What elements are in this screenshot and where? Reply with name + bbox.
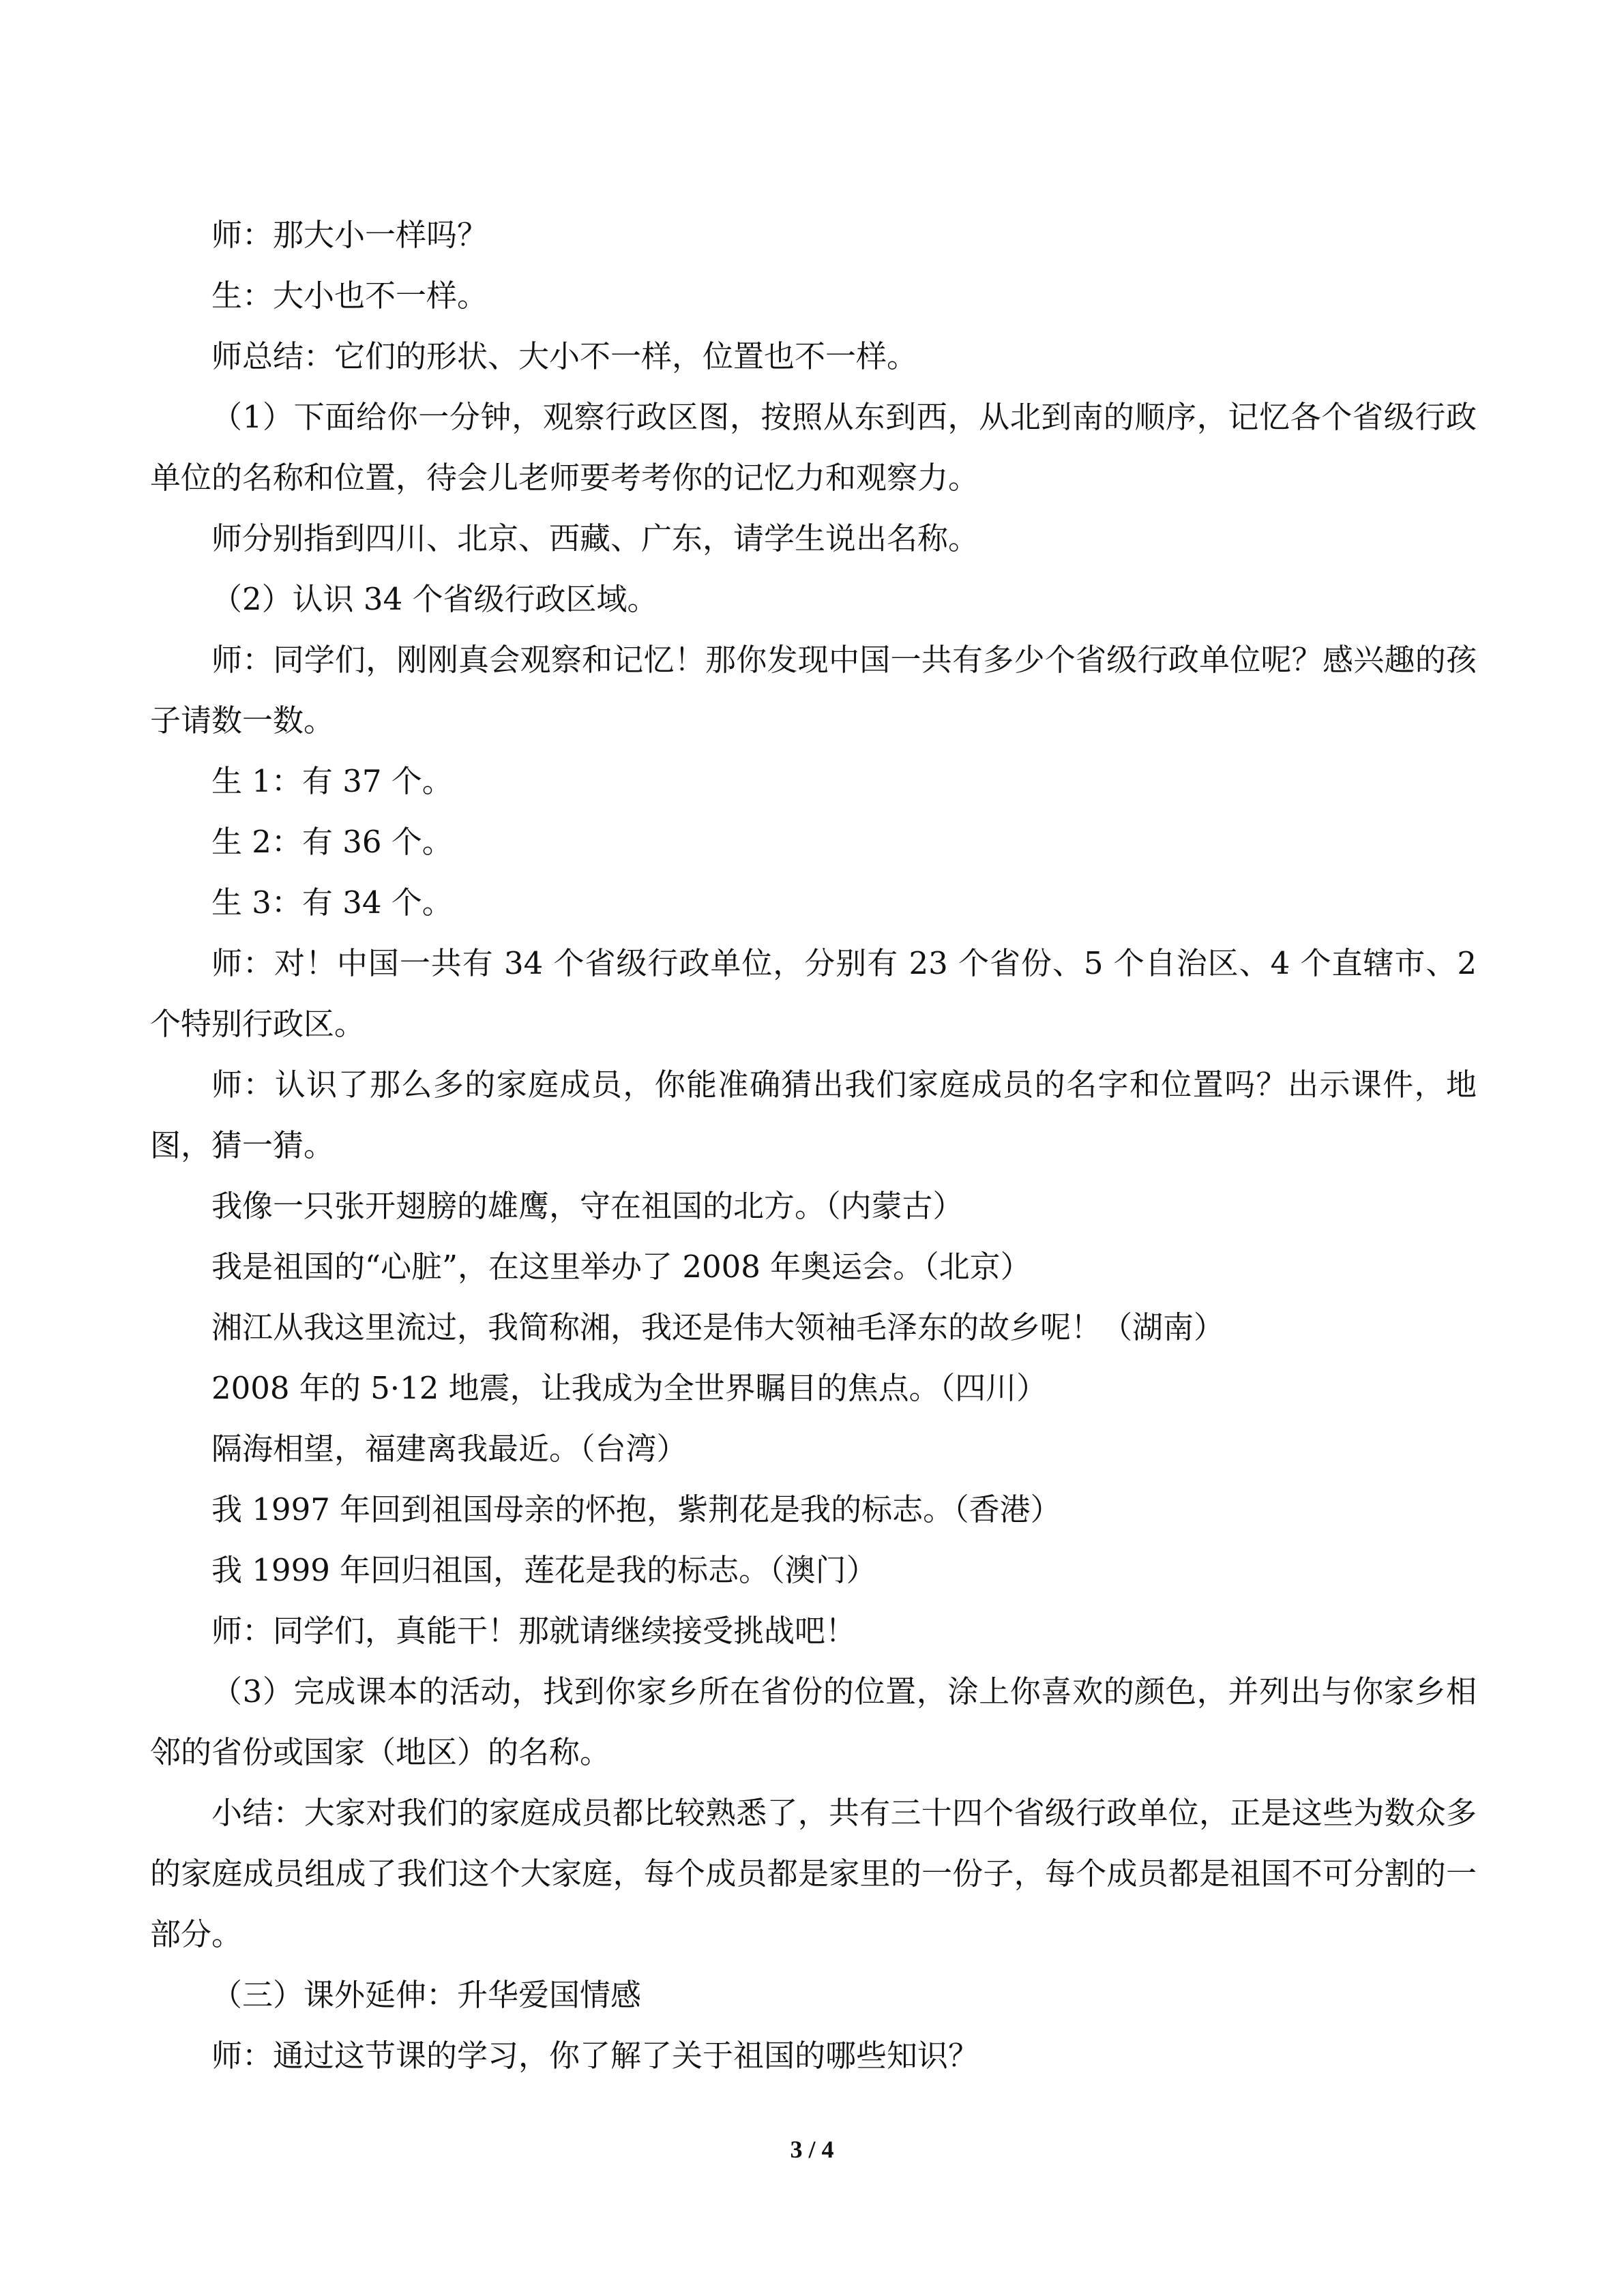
paragraph: （1）下面给你一分钟，观察行政区图，按照从东到西，从北到南的顺序，记忆各个省级行政单位的名称和位置，待会儿老师要考考你的记忆力和观察力。 xyxy=(150,399,1477,496)
paragraph: 师：同学们，真能干！那就请继续接受挑战吧！ xyxy=(211,1613,857,1649)
paragraph: 我是祖国的“心脏”，在这里举办了 2008 年奥运会。（北京） xyxy=(211,1249,1031,1285)
page-body xyxy=(150,205,1477,2086)
paragraph: 生 2：有 36 个。 xyxy=(211,824,453,860)
paragraph: 我 1999 年回归祖国，莲花是我的标志。（澳门） xyxy=(211,1552,877,1588)
paragraph: （2）认识 34 个省级行政区域。 xyxy=(211,581,658,617)
paragraph: 隔海相望，福建离我最近。（台湾） xyxy=(211,1431,688,1467)
page-number: 3 / 4 xyxy=(790,2136,834,2163)
paragraph: 师：同学们，刚刚真会观察和记忆！那你发现中国一共有多少个省级行政单位呢？感兴趣的孩子请数一数。 xyxy=(150,642,1477,739)
paragraph: 师：那大小一样吗？ xyxy=(211,217,488,253)
paragraph: 生：大小也不一样。 xyxy=(211,278,488,314)
paragraph: 师：对！中国一共有 34 个省级行政单位，分别有 23 个省份、5 个自治区、4 个直辖市、2 个特别行政区。 xyxy=(150,945,1477,1042)
paragraph: 湘江从我这里流过，我简称湘，我还是伟大领袖毛泽东的故乡呢！（湖南） xyxy=(211,1309,1225,1345)
paragraph: 小结：大家对我们的家庭成员都比较熟悉了，共有三十四个省级行政单位，正是这些为数众多的家庭成员组成了我们这个大家庭，每个成员都是家里的一份子，每个成员都是祖国不可分割的一部分。 xyxy=(150,1795,1477,1952)
paragraph: 我像一只张开翅膀的雄鹰，守在祖国的北方。（内蒙古） xyxy=(211,1188,964,1224)
paragraph: （三）课外延伸：升华爱国情感 xyxy=(211,1977,642,2013)
paragraph: 生 1：有 37 个。 xyxy=(211,763,453,799)
paragraph: 师分别指到四川、北京、西藏、广东，请学生说出名称。 xyxy=(211,520,979,556)
paragraph: （3）完成课本的活动，找到你家乡所在省份的位置，涂上你喜欢的颜色，并列出与你家乡相邻的省份或国家（地区）的名称。 xyxy=(150,1673,1477,1770)
paragraph: 师总结：它们的形状、大小不一样，位置也不一样。 xyxy=(211,338,918,374)
paragraph: 我 1997 年回到祖国母亲的怀抱，紫荆花是我的标志。（香港） xyxy=(211,1491,1061,1527)
paragraph: 生 3：有 34 个。 xyxy=(211,884,453,921)
paragraph: 2008 年的 5·12 地震，让我成为全世界瞩目的焦点。（四川） xyxy=(211,1370,1048,1406)
paragraph: 师：认识了那么多的家庭成员，你能准确猜出我们家庭成员的名字和位置吗？出示课件，地图，猜一猜。 xyxy=(150,1067,1477,1163)
paragraph: 师：通过这节课的学习，你了解了关于祖国的哪些知识？ xyxy=(211,2038,979,2074)
